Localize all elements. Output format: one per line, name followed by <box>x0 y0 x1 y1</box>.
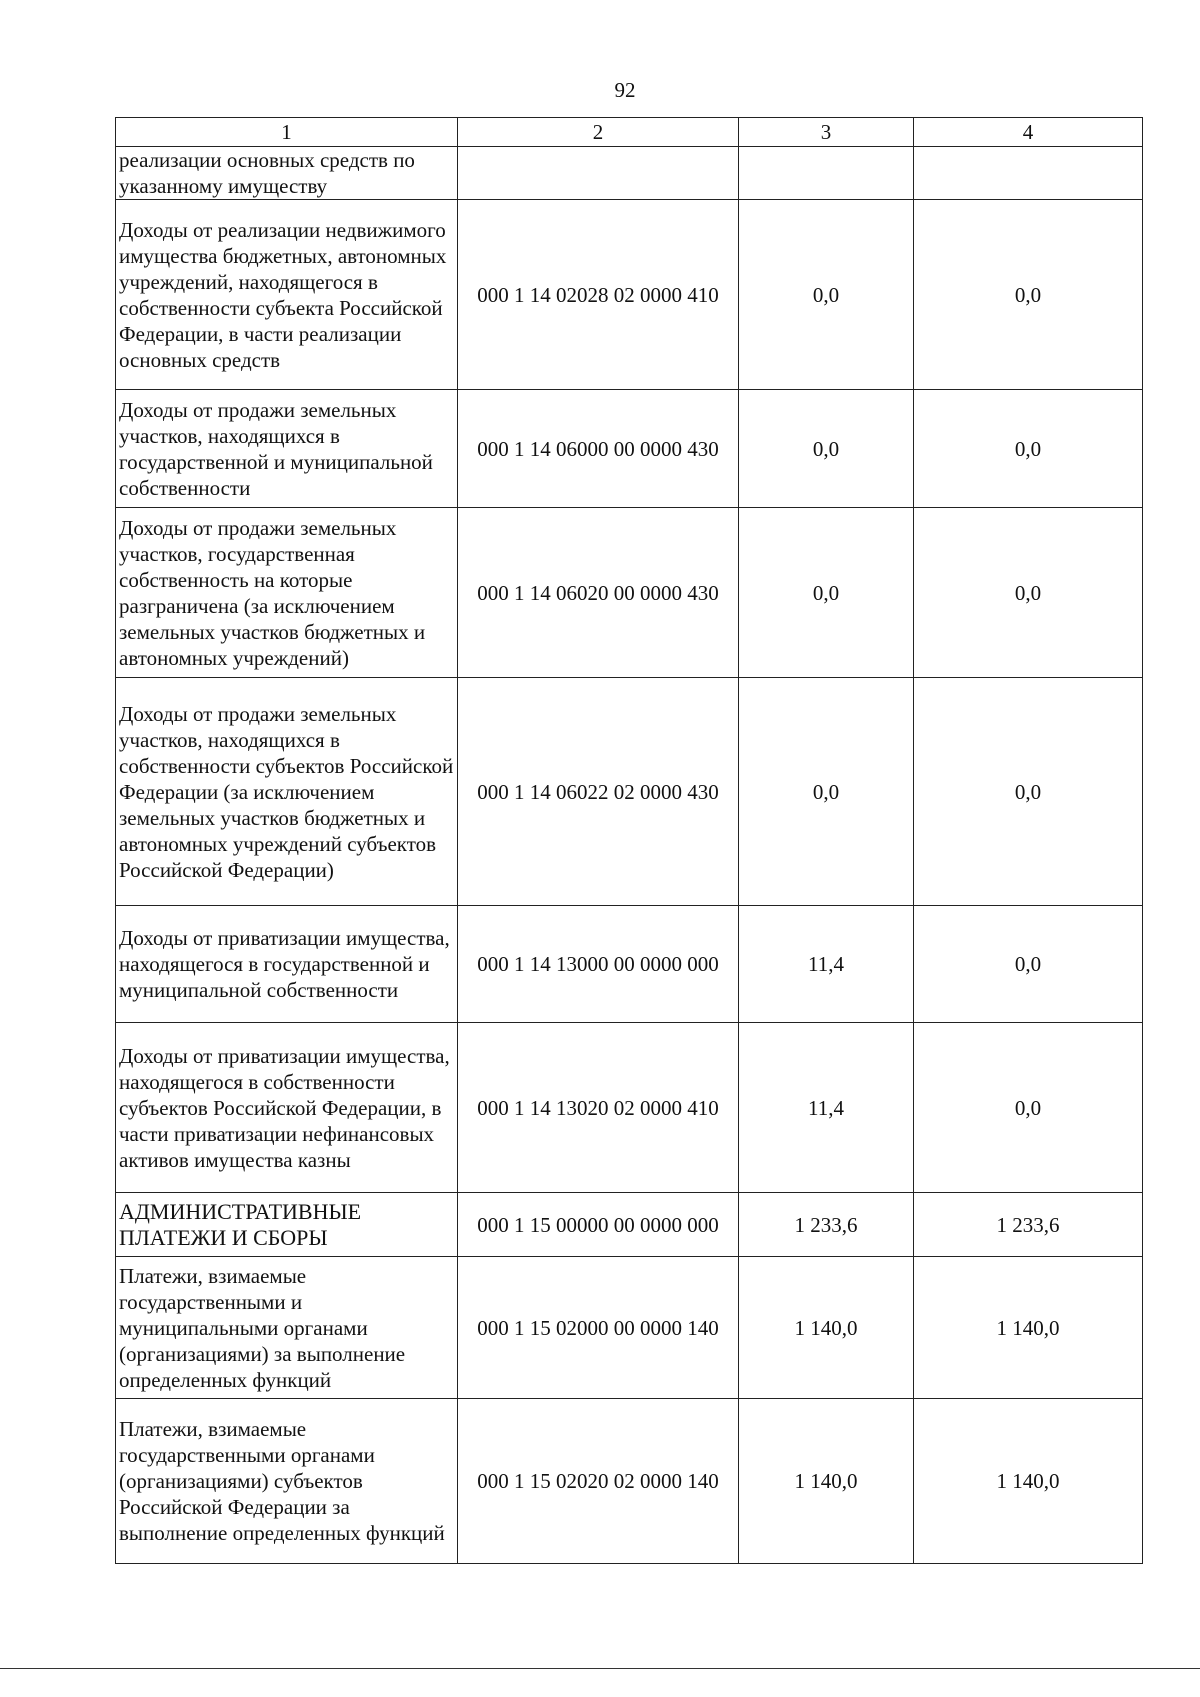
row-description: Платежи, взимаемые государственными органами (организациями) субъектов Российской Федерации за выполнение определенных функций <box>116 1399 458 1564</box>
table-row <box>116 1399 1143 1564</box>
row-code <box>458 147 739 200</box>
table-row <box>116 508 1143 678</box>
table-row <box>116 147 1143 200</box>
row-description: Доходы от продажи земельных участков, государственная собственность на которые разграничена (за исключением земельных участков бюджетных и автономных учреждений) <box>116 508 458 678</box>
row-value-col4: 0,0 <box>914 678 1143 906</box>
table-row <box>116 1257 1143 1399</box>
row-value-col3: 1 140,0 <box>739 1257 914 1399</box>
row-value-col3 <box>739 147 914 200</box>
row-description: реализации основных средств по указанному имуществу <box>116 147 458 200</box>
row-code: 000 1 14 06000 00 0000 430 <box>458 390 739 508</box>
table-header-row <box>116 118 1143 147</box>
row-value-col4: 0,0 <box>914 390 1143 508</box>
column-header-2: 2 <box>458 118 739 147</box>
row-description: Доходы от приватизации имущества, находящегося в собственности субъектов Российской Федерации, в части приватизации нефинансовых активов имущества казны <box>116 1023 458 1193</box>
row-value-col4: 0,0 <box>914 200 1143 390</box>
row-description: Доходы от продажи земельных участков, находящихся в собственности субъектов Российской Федерации (за исключением земельных участков бюджетных и автономных учреждений субъектов Российской Федерации) <box>116 678 458 906</box>
page-number: 92 <box>614 78 636 102</box>
row-code: 000 1 14 06022 02 0000 430 <box>458 678 739 906</box>
bottom-rule <box>0 1668 1200 1669</box>
revenue-table <box>115 117 1143 1564</box>
row-code: 000 1 15 02020 02 0000 140 <box>458 1399 739 1564</box>
table-row <box>116 678 1143 906</box>
column-header-4: 4 <box>914 118 1143 147</box>
table-row <box>116 906 1143 1023</box>
row-value-col3: 11,4 <box>739 1023 914 1193</box>
table-row <box>116 390 1143 508</box>
table-row <box>116 1193 1143 1257</box>
row-code: 000 1 14 06020 00 0000 430 <box>458 508 739 678</box>
row-value-col3: 0,0 <box>739 200 914 390</box>
row-description: Доходы от продажи земельных участков, находящихся в государственной и муниципальной собственности <box>116 390 458 508</box>
row-value-col3: 11,4 <box>739 906 914 1023</box>
row-value-col3: 1 233,6 <box>739 1193 914 1257</box>
row-value-col4: 1 140,0 <box>914 1257 1143 1399</box>
row-description: Доходы от реализации недвижимого имущества бюджетных, автономных учреждений, находящегося в собственности субъекта Российской Федерации, в части реализации основных средств <box>116 200 458 390</box>
column-header-3: 3 <box>739 118 914 147</box>
row-code: 000 1 15 02000 00 0000 140 <box>458 1257 739 1399</box>
row-value-col4: 0,0 <box>914 1023 1143 1193</box>
row-code: 000 1 14 02028 02 0000 410 <box>458 200 739 390</box>
table-row <box>116 1023 1143 1193</box>
row-description: АДМИНИСТРАТИВНЫЕ ПЛАТЕЖИ И СБОРЫ <box>116 1193 458 1257</box>
row-code: 000 1 14 13000 00 0000 000 <box>458 906 739 1023</box>
row-description: Платежи, взимаемые государственными и муниципальными органами (организациями) за выполнение определенных функций <box>116 1257 458 1399</box>
row-value-col4: 1 140,0 <box>914 1399 1143 1564</box>
row-value-col3: 0,0 <box>739 508 914 678</box>
table-row <box>116 200 1143 390</box>
row-value-col3: 0,0 <box>739 678 914 906</box>
row-code: 000 1 14 13020 02 0000 410 <box>458 1023 739 1193</box>
column-header-1: 1 <box>116 118 458 147</box>
row-value-col3: 0,0 <box>739 390 914 508</box>
row-value-col4: 0,0 <box>914 906 1143 1023</box>
row-value-col3: 1 140,0 <box>739 1399 914 1564</box>
row-value-col4: 1 233,6 <box>914 1193 1143 1257</box>
row-description: Доходы от приватизации имущества, находящегося в государственной и муниципальной собственности <box>116 906 458 1023</box>
row-value-col4 <box>914 147 1143 200</box>
row-value-col4: 0,0 <box>914 508 1143 678</box>
row-code: 000 1 15 00000 00 0000 000 <box>458 1193 739 1257</box>
